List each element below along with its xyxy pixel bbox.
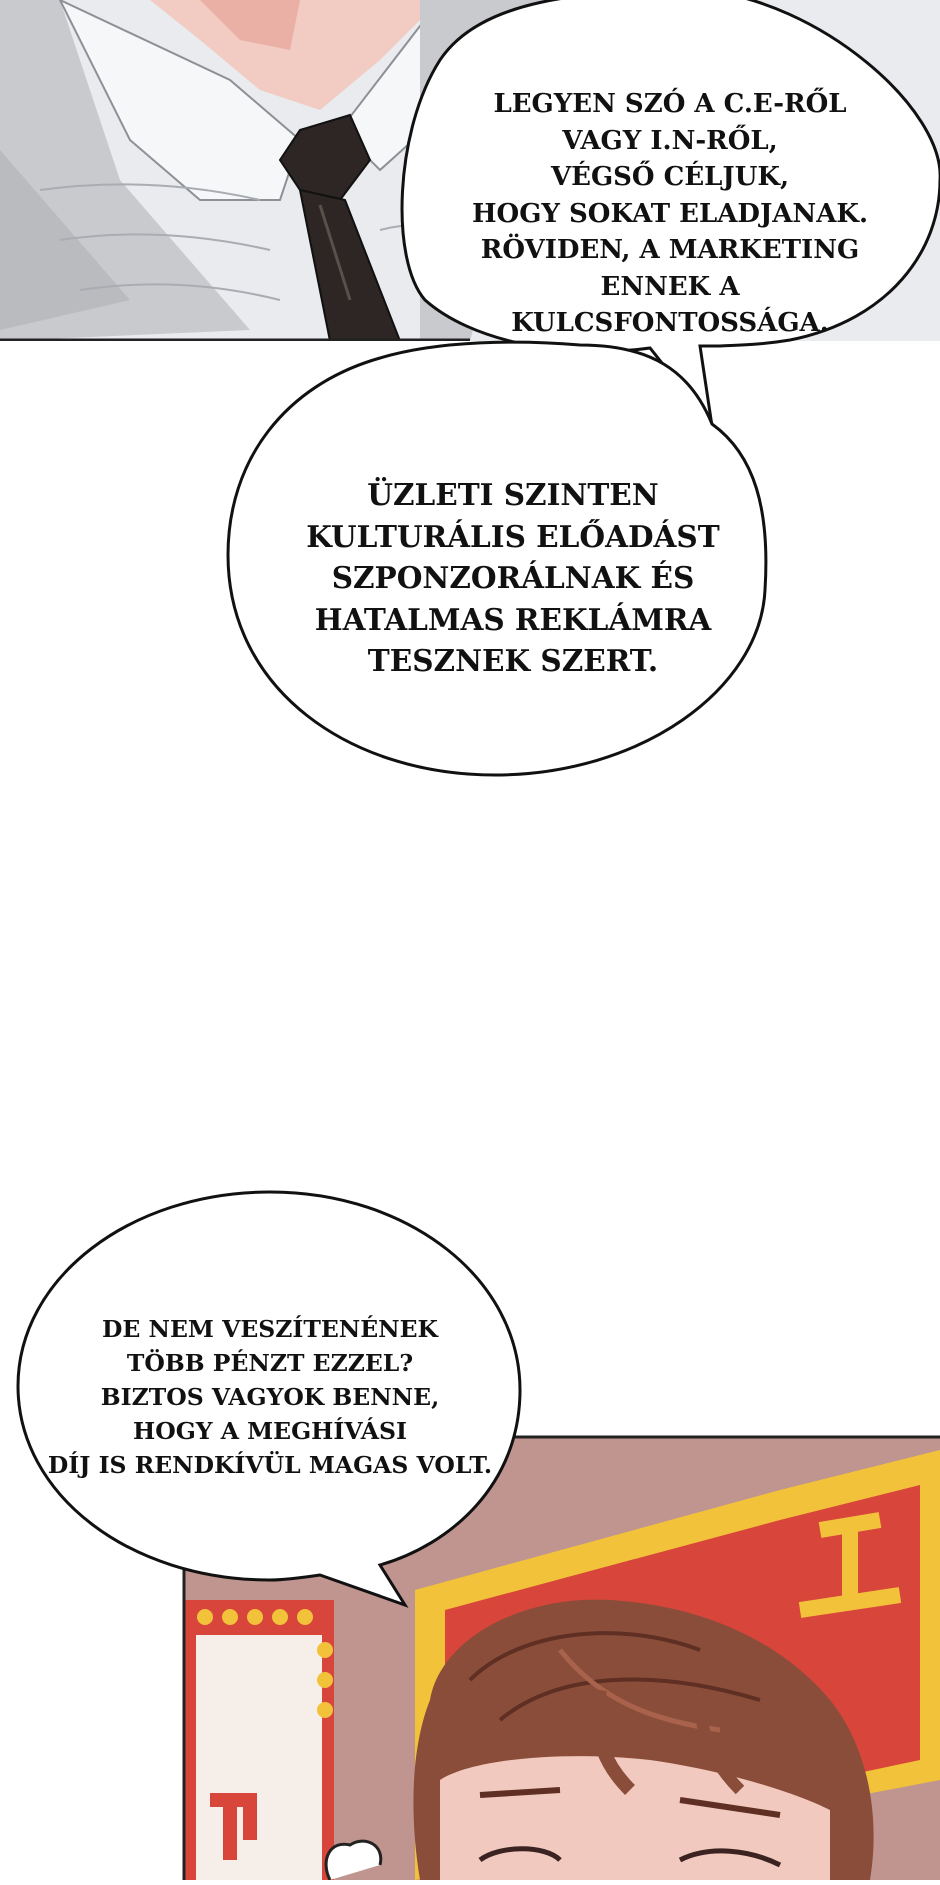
bubble-line: SZPONZORÁLNAK ÉS bbox=[331, 560, 695, 595]
bubble-line: HOGY SOKAT ELADJANAK. bbox=[471, 198, 869, 229]
bubble-line: HOGY A MEGHÍVÁSI bbox=[133, 1417, 407, 1445]
bubble-line: LEGYEN SZÓ A C.E-RŐL bbox=[493, 89, 847, 119]
bubble-line: TESZNEK SZERT. bbox=[367, 643, 659, 678]
speech-bubble-3-text bbox=[30, 1312, 510, 1482]
speech-bubble-2-text bbox=[268, 474, 758, 682]
bubble-line: RÖVIDEN, A MARKETING bbox=[480, 235, 860, 265]
bubble-line: BIZTOS VAGYOK BENNE, bbox=[100, 1383, 440, 1411]
bubble-line: TÖBB PÉNZT EZZEL? bbox=[126, 1349, 414, 1377]
bubble-line: ENNEK A KULCSFONTOSSÁGA. bbox=[511, 271, 829, 338]
bubble-line: DE NEM VESZÍTENÉNEK bbox=[102, 1315, 438, 1343]
bubble-line: HATALMAS REKLÁMRA bbox=[314, 601, 712, 637]
speech-bubble-1-text bbox=[440, 86, 900, 342]
bubble-line: ÜZLETI SZINTEN bbox=[367, 477, 659, 512]
bubble-line: VÉGSŐ CÉLJUK, bbox=[550, 162, 790, 192]
bubble-line: KULTURÁLIS ELŐADÁST bbox=[306, 518, 720, 554]
bubble-line: VAGY I.N-RŐL, bbox=[562, 125, 778, 156]
bubble-line: DÍJ IS RENDKÍVÜL MAGAS VOLT. bbox=[47, 1451, 493, 1479]
